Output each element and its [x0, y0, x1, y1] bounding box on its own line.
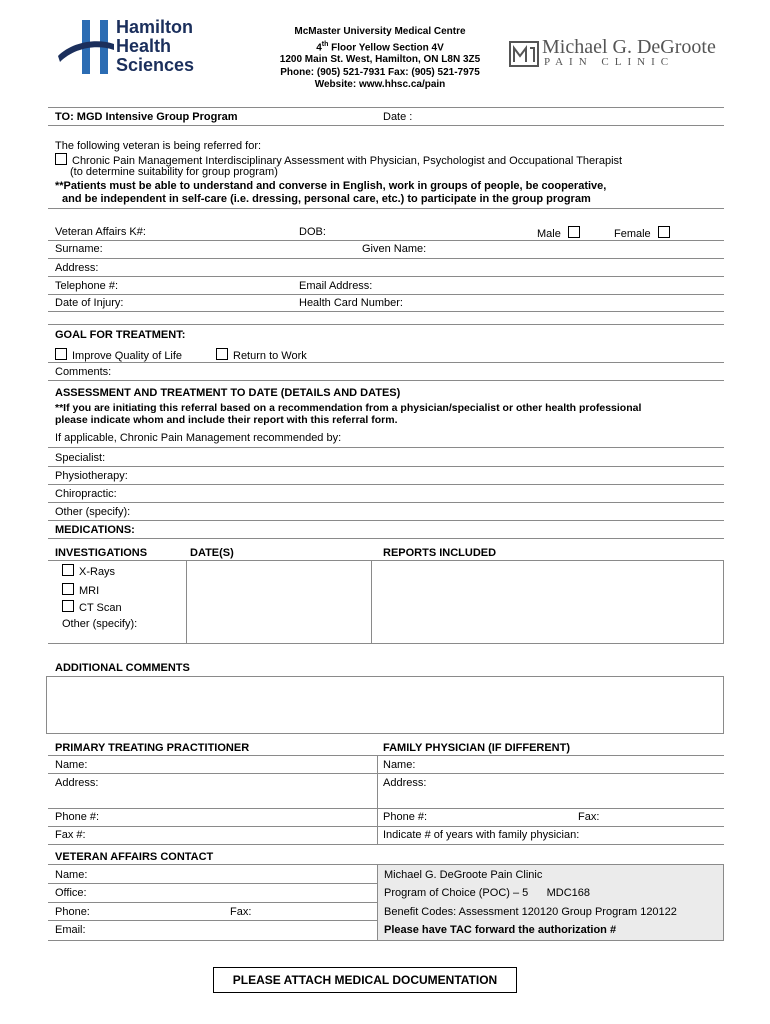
- hhs-logo-line2: Health: [116, 36, 172, 56]
- applicable-text: If applicable, Chronic Pain Management recommended by:: [55, 432, 342, 444]
- additional-title: ADDITIONAL COMMENTS: [55, 662, 190, 674]
- date-field: Date :: [383, 111, 413, 123]
- rule: [48, 902, 378, 903]
- col-divider: [186, 560, 187, 643]
- mri-checkbox[interactable]: [62, 583, 74, 595]
- hhs-arc-icon: [56, 18, 116, 76]
- rule: [48, 107, 724, 108]
- ct-option[interactable]: CT Scan: [62, 600, 122, 615]
- physio-field: Physiotherapy:: [55, 470, 128, 482]
- xrays-checkbox[interactable]: [62, 564, 74, 576]
- hhs-logo-line1: Hamilton: [116, 17, 194, 37]
- family-years: Indicate # of years with family physician:: [383, 829, 580, 841]
- dates-header: DATE(S): [190, 547, 234, 559]
- attach-documentation-box: [213, 967, 517, 993]
- degroote-logo: [508, 36, 720, 72]
- rule: [48, 538, 724, 539]
- col-divider: [377, 755, 378, 845]
- centre-street: 1200 Main St. West, Hamilton, ON L8N 3Z5: [279, 54, 481, 66]
- specialist-field: Specialist:: [55, 452, 106, 464]
- rule: [48, 276, 724, 277]
- rule: [48, 920, 378, 921]
- referral-note-1: **Patients must be able to understand and converse in English, work in groups of people, be cooperative,: [55, 180, 607, 192]
- rule: [48, 380, 724, 381]
- assessment-title: ASSESSMENT AND TREATMENT TO DATE (DETAILS AND DATES): [55, 387, 401, 399]
- clinic-line-1: Michael G. DeGroote Pain Clinic: [384, 869, 543, 881]
- goal-option-quality[interactable]: Improve Quality of Life: [55, 348, 182, 363]
- attach-documentation-text: PLEASE ATTACH MEDICAL DOCUMENTATION: [232, 973, 498, 987]
- male-checkbox[interactable]: [568, 226, 580, 238]
- va-contact-office: Office:: [55, 887, 87, 899]
- xrays-option[interactable]: X-Rays: [62, 564, 115, 579]
- rule: [48, 311, 724, 312]
- reports-header: REPORTS INCLUDED: [383, 547, 497, 559]
- family-name: Name:: [383, 759, 416, 771]
- hhs-logo: [56, 18, 206, 78]
- rule: [48, 773, 724, 774]
- degroote-mark-icon: [508, 38, 540, 70]
- rule: [48, 324, 724, 325]
- va-contact-name: Name:: [55, 869, 88, 881]
- rule: [48, 258, 724, 259]
- family-phone: Phone #:: [383, 811, 428, 823]
- clinic-line-3: Benefit Codes: Assessment 120120 Group Program 120122: [384, 906, 677, 918]
- investigations-header: INVESTIGATIONS: [55, 547, 148, 559]
- family-address: Address:: [383, 777, 427, 789]
- rule: [48, 208, 724, 209]
- rule: [48, 755, 724, 756]
- referral-option[interactable]: Chronic Pain Management Interdisciplinary Assessment with Physician, Psychologist and Occupational Therapist: [55, 153, 622, 168]
- va-k-field: Veteran Affairs K#:: [55, 226, 146, 238]
- centre-floor: 4th Floor Yellow Section 4V: [316, 40, 444, 53]
- email-field: Email Address:: [299, 280, 373, 292]
- practitioner-name: Name:: [55, 759, 88, 771]
- to-field: TO: MGD Intensive Group Program: [55, 111, 238, 123]
- referral-note-2: and be independent in self-care (i.e. dressing, personal care, etc.) to participate in the group program: [62, 193, 591, 205]
- rule: [48, 520, 724, 521]
- hhs-logo-line3: Sciences: [116, 55, 195, 75]
- goal-comments: Comments:: [55, 366, 112, 378]
- address-field: Address:: [55, 262, 99, 274]
- mri-option[interactable]: MRI: [62, 583, 99, 598]
- rule: [48, 362, 724, 363]
- chiro-field: Chiropractic:: [55, 488, 117, 500]
- clinic-line-4: Please have TAC forward the authorization #: [384, 924, 617, 936]
- goal-title: GOAL FOR TREATMENT:: [55, 329, 186, 341]
- quality-checkbox[interactable]: [55, 348, 67, 360]
- assessment-note-1: **If you are initiating this referral based on a recommendation from a physician/specialist or other health professional: [55, 402, 642, 414]
- col-divider: [371, 560, 372, 643]
- work-checkbox[interactable]: [216, 348, 228, 360]
- rule: [48, 844, 724, 845]
- referral-option-sub: (to determine suitability for group program): [70, 166, 278, 178]
- va-contact-title: VETERAN AFFAIRS CONTACT: [55, 851, 214, 863]
- male-option[interactable]: Male: [537, 226, 585, 241]
- family-title: FAMILY PHYSICIAN (IF DIFFERENT): [383, 742, 571, 754]
- rule: [48, 240, 724, 241]
- rule: [48, 484, 724, 485]
- referral-checkbox[interactable]: [55, 153, 67, 165]
- rule: [48, 808, 724, 809]
- additional-comments-box[interactable]: [46, 676, 724, 734]
- investigations-other: Other (specify):: [62, 618, 138, 630]
- rule: [48, 560, 724, 561]
- surname-field: Surname:: [55, 243, 103, 255]
- rule: [48, 502, 724, 503]
- practitioner-phone: Phone #:: [55, 811, 100, 823]
- degroote-logo-line2: PAIN CLINIC: [544, 56, 675, 68]
- va-contact-phone: Phone:: [55, 906, 90, 918]
- centre-website: Website: www.hhsc.ca/pain: [314, 79, 446, 91]
- health-card-field: Health Card Number:: [299, 297, 403, 309]
- va-contact-email: Email:: [55, 924, 86, 936]
- female-option[interactable]: Female: [614, 226, 675, 241]
- rule: [48, 643, 724, 644]
- rule: [48, 826, 724, 827]
- rule: [48, 466, 724, 467]
- clinic-line-2: Program of Choice (POC) – 5 MDC168: [384, 887, 591, 899]
- medications-label: MEDICATIONS:: [55, 524, 135, 536]
- ct-checkbox[interactable]: [62, 600, 74, 612]
- rule: [48, 125, 724, 126]
- assessment-note-2: please indicate whom and include their report with this referral form.: [55, 414, 398, 426]
- va-contact-fax: Fax:: [230, 906, 252, 918]
- female-checkbox[interactable]: [658, 226, 670, 238]
- rule: [48, 294, 724, 295]
- family-fax: Fax:: [578, 811, 600, 823]
- practitioner-title: PRIMARY TREATING PRACTITIONER: [55, 742, 250, 754]
- practitioner-address: Address:: [55, 777, 99, 789]
- referral-intro: The following veteran is being referred for:: [55, 140, 262, 152]
- other-field: Other (specify):: [55, 506, 131, 518]
- rule: [48, 940, 378, 941]
- col-divider: [723, 560, 724, 643]
- practitioner-fax: Fax #:: [55, 829, 86, 841]
- goal-option-work[interactable]: Return to Work: [216, 348, 307, 363]
- injury-date-field: Date of Injury:: [55, 297, 124, 309]
- degroote-logo-line1: Michael G. DeGroote: [542, 36, 716, 58]
- telephone-field: Telephone #:: [55, 280, 118, 292]
- dob-field: DOB:: [299, 226, 326, 238]
- centre-address: [240, 26, 520, 92]
- given-name-field: Given Name:: [362, 243, 427, 255]
- centre-name: McMaster University Medical Centre: [294, 26, 466, 37]
- rule: [48, 447, 724, 448]
- rule: [48, 864, 378, 865]
- rule: [48, 883, 378, 884]
- centre-phone-fax: Phone: (905) 521-7931 Fax: (905) 521-7975: [280, 66, 480, 78]
